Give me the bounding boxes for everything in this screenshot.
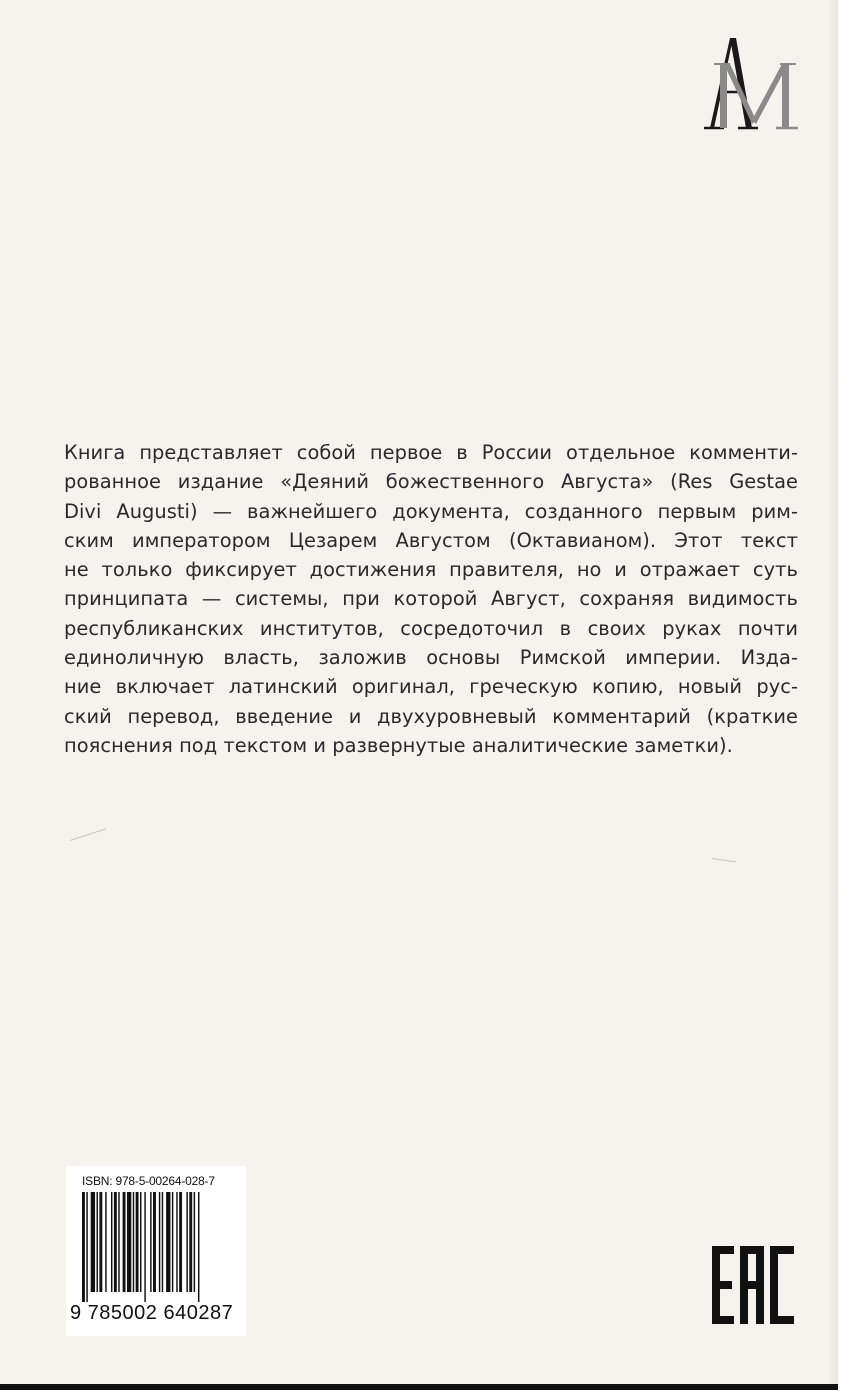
barcode-bar (136, 1192, 139, 1292)
barcode-bar (189, 1192, 192, 1292)
barcode-bar (105, 1192, 106, 1292)
barcode-bar (97, 1192, 98, 1292)
description-line: республиканских институтов, сосредоточил в своих руках почти (64, 616, 798, 640)
barcode-bars (80, 1192, 240, 1302)
barcode-bar (186, 1192, 187, 1292)
description-line: пояснения под текстом и развернутые аналитические заметки). (64, 733, 733, 757)
cover-bottom-edge (0, 1384, 838, 1390)
cover-scratch (70, 828, 106, 841)
barcode-bar (162, 1192, 163, 1292)
barcode-bar (176, 1192, 177, 1292)
description-line: ский перевод, введение и двухуровневый комментарий (краткие (64, 704, 798, 728)
barcode-bar (91, 1192, 95, 1292)
description-line: Divi Augusti) — важнейшего документа, созданного первым рим- (64, 499, 798, 523)
cover-edge-shadow (828, 0, 838, 1390)
am-monogram-logo (700, 36, 804, 132)
barcode-bar (140, 1192, 141, 1292)
barcode-bar (198, 1192, 199, 1302)
barcode-bar (111, 1192, 112, 1292)
barcode-bar (118, 1192, 119, 1292)
barcode-bar (150, 1192, 151, 1292)
description-line: ским императором Цезарем Августом (Октавианом). Этот текст (64, 528, 798, 552)
barcode-bar (144, 1192, 145, 1302)
barcode-bar (153, 1192, 156, 1292)
barcode-bar (172, 1192, 173, 1292)
barcode-bar (82, 1192, 85, 1302)
description-line: единоличную власть, заложив основы Римской империи. Изда- (64, 646, 798, 670)
eac-mark-icon (712, 1246, 794, 1324)
cover-scratch (712, 858, 736, 862)
barcode-bar (123, 1192, 126, 1292)
barcode-digits: 9 785002 640287 (70, 1302, 234, 1324)
barcode-bar (194, 1192, 195, 1292)
barcode-panel (66, 1166, 246, 1336)
barcode-bar (133, 1192, 134, 1292)
barcode-bar (86, 1192, 87, 1302)
barcode-bar (159, 1192, 160, 1292)
description-line: не только фиксирует достижения правителя, но и отражает суть (64, 558, 798, 582)
barcode-bar (114, 1192, 117, 1292)
book-description (64, 438, 798, 760)
barcode-bar (99, 1192, 102, 1292)
description-line: ние включает латинский оригинал, греческую копию, новый рус- (64, 675, 798, 699)
isbn-label: ISBN: 978-5-00264-028-7 (82, 1174, 215, 1188)
barcode-bar (179, 1192, 182, 1292)
barcode-bar (127, 1192, 131, 1292)
barcode-bar (166, 1192, 170, 1292)
description-line: рованное издание «Деяний божественного Августа» (Res Gestae (64, 470, 798, 494)
description-line: Книга представляет собой первое в России отдельное комменти- (64, 441, 798, 464)
description-line: принципата — системы, при которой Август, сохраняя видимость (64, 587, 798, 611)
